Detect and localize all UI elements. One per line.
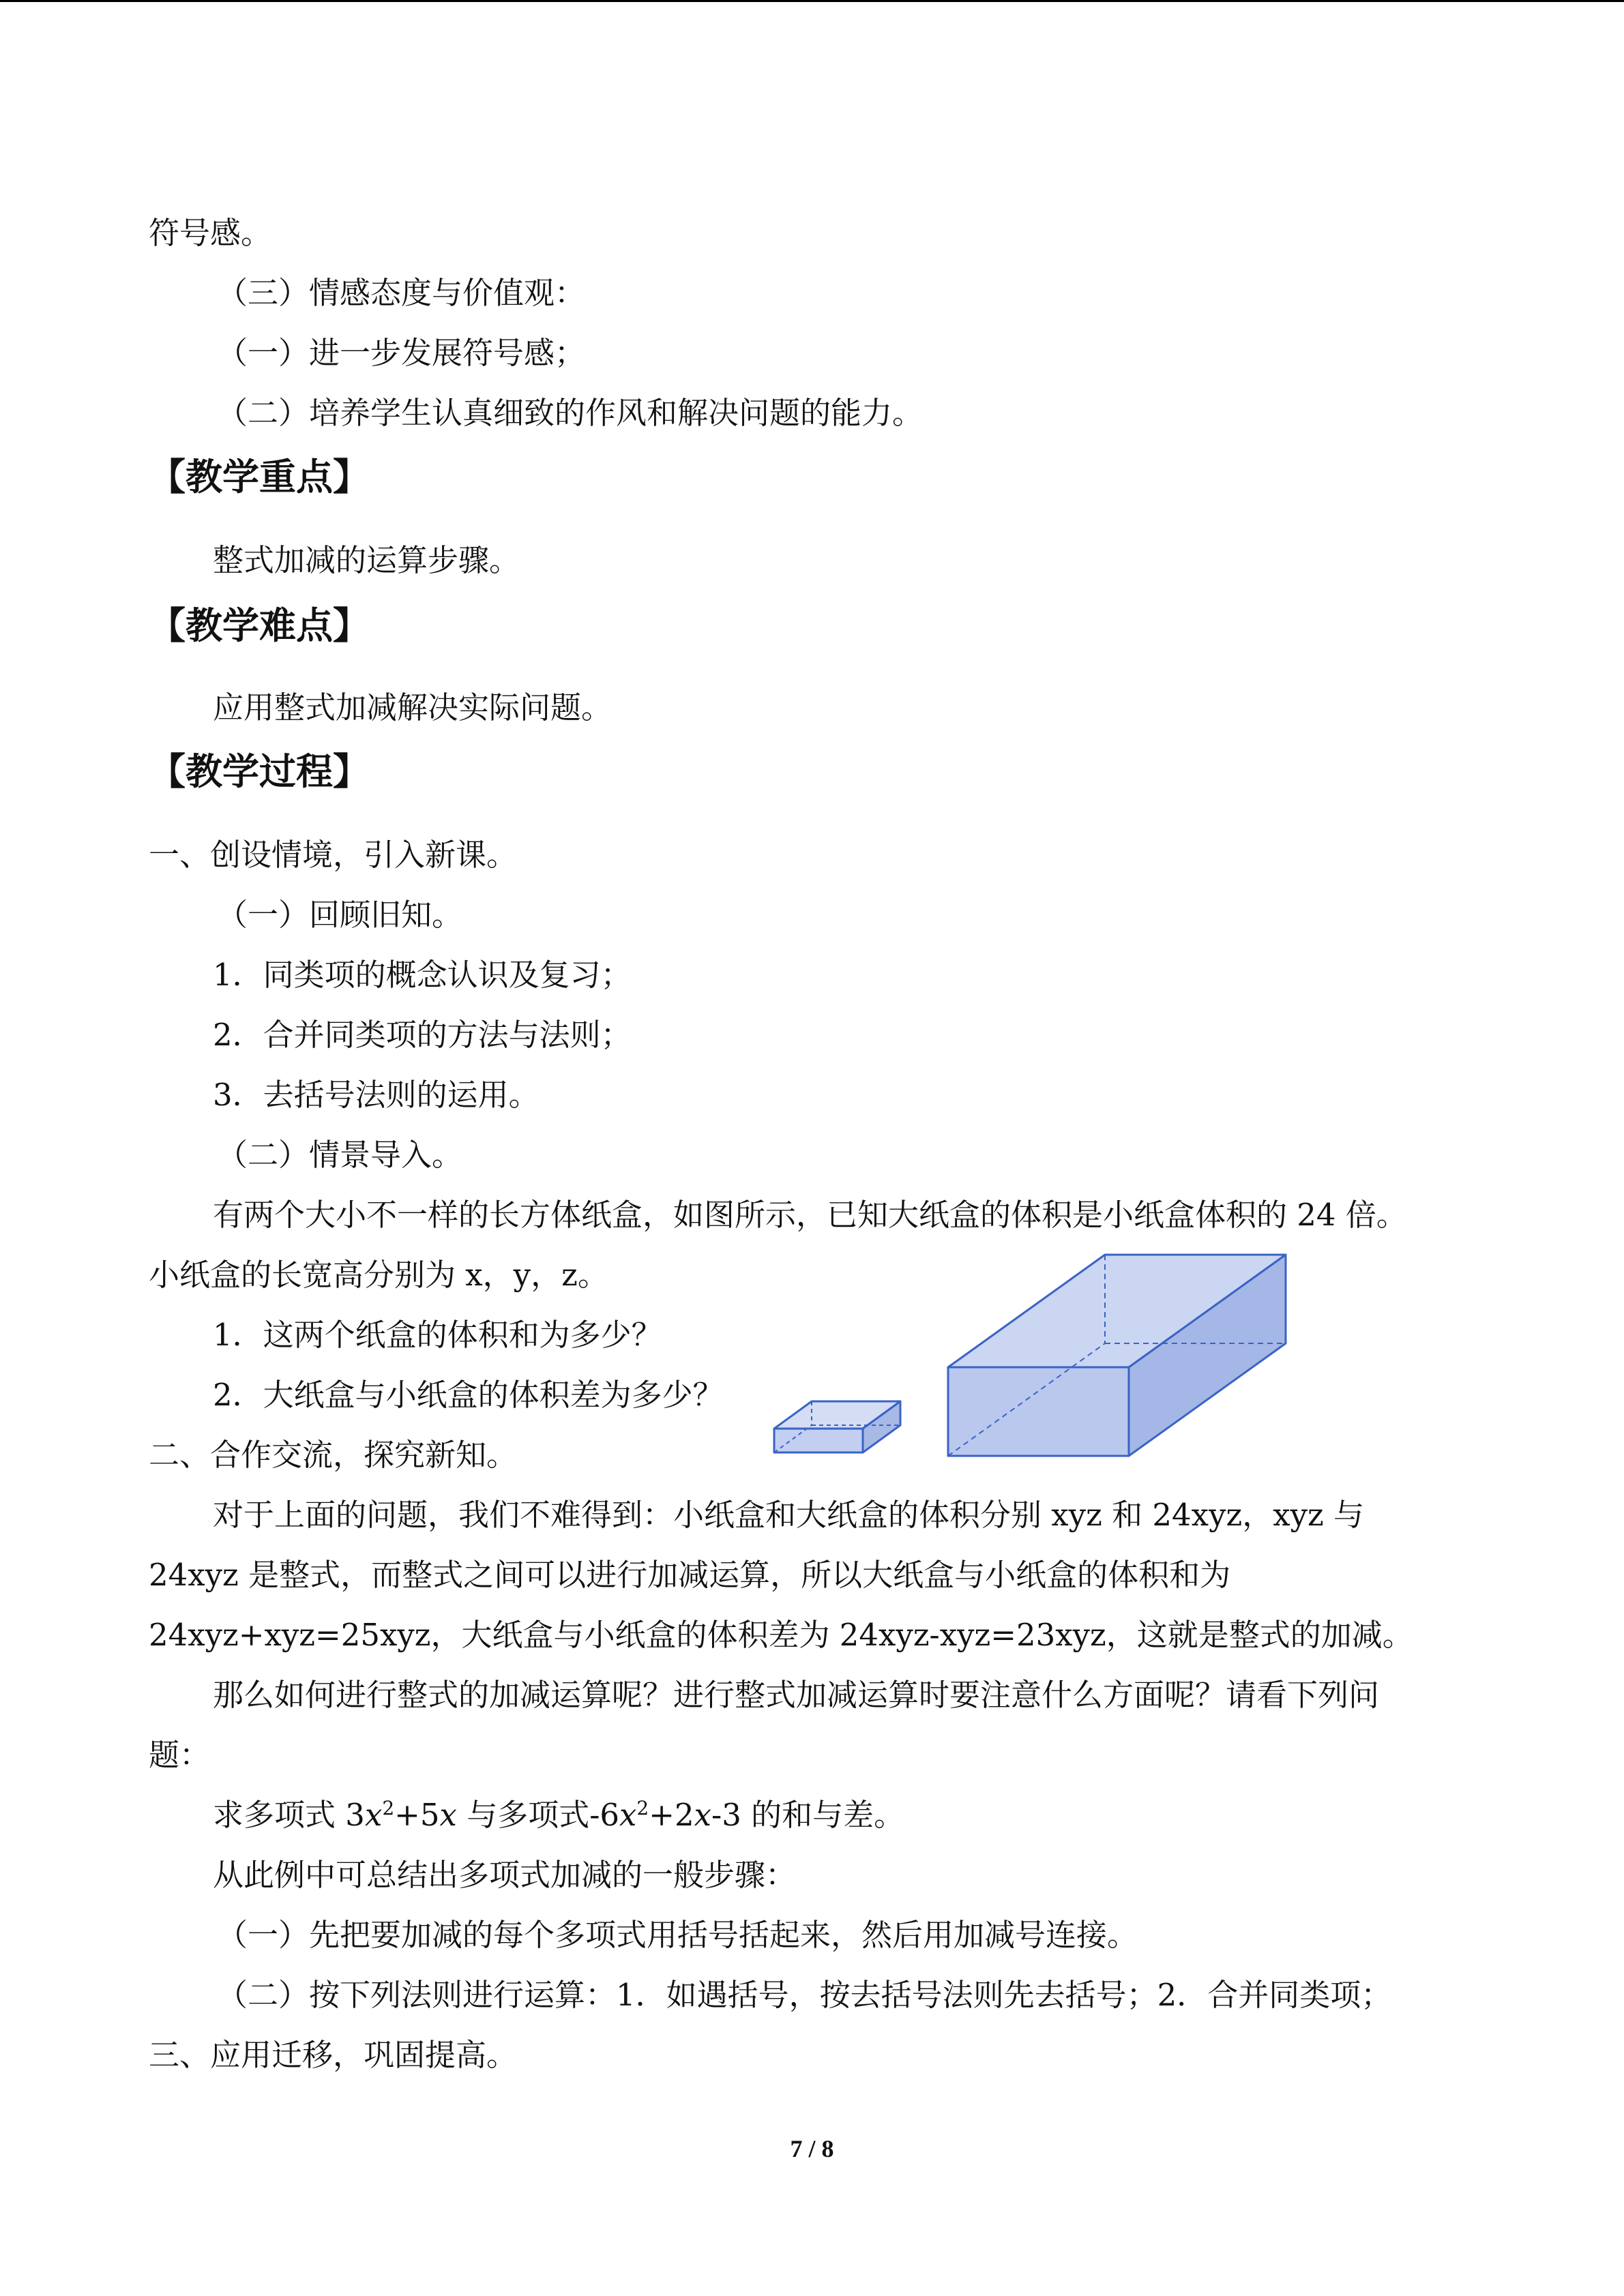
text-line: （二）按下列法则进行运算：1．如遇括号，按去括号法则先去括号；2．合并同类项；: [217, 1977, 1392, 2013]
large-box: [948, 1255, 1286, 1456]
text-line: 三、应用迁移，巩固提高。: [149, 2037, 518, 2073]
text-line: 对于上面的问题，我们不难得到：小纸盒和大纸盒的体积分别 xyz 和 24xyz，xyz 与: [213, 1497, 1365, 1533]
text-line: 2．大纸盒与小纸盒的体积差为多少？: [213, 1377, 724, 1413]
text-line: 题：: [149, 1737, 211, 1773]
text-line: （一）先把要加减的每个多项式用括号括起来，然后用加减号连接。: [217, 1917, 1138, 1953]
section-heading: 【教学过程】: [149, 750, 370, 793]
text-line: 3．去括号法则的运用。: [213, 1077, 540, 1113]
text-line: 24xyz+xyz=25xyz，大纸盒与小纸盒的体积差为 24xyz-xyz=23xyz，这就是整式的加减。: [149, 1617, 1413, 1653]
text-line: 1．同类项的概念认识及复习；: [213, 957, 632, 993]
text-line: 二、合作交流，探究新知。: [149, 1437, 518, 1473]
page-number: 7 / 8: [790, 2135, 834, 2162]
section-heading: 【教学难点】: [149, 604, 370, 647]
text-line: 24xyz 是整式，而整式之间可以进行加减运算，所以大纸盒与小纸盒的体积和为: [149, 1557, 1231, 1593]
text-line: 整式加减的运算步骤。: [213, 542, 520, 578]
text-line: （三）情感态度与价值观：: [217, 275, 586, 311]
text-line: 应用整式加减解决实际问题。: [213, 689, 612, 726]
text-line: 小纸盒的长宽高分别为 x，y，z。: [149, 1257, 608, 1293]
box-figure: [767, 1248, 1299, 1463]
text-line: （二）情景导入。: [217, 1137, 463, 1173]
text-line: 有两个大小不一样的长方体纸盒，如图所示，已知大纸盒的体积是小纸盒体积的 24 倍。: [213, 1197, 1407, 1233]
section-heading: 【教学重点】: [149, 456, 370, 498]
top-border: [0, 0, 1624, 2]
text-line: （一）进一步发展符号感；: [217, 335, 586, 371]
text-line: 那么如何进行整式的加减运算呢？进行整式加减运算时要注意什么方面呢？请看下列问: [213, 1677, 1380, 1713]
formula-line: 求多项式 $3x^2+5x$ 与多项式$-6x^2+2x-3$ 的和与差。: [213, 1797, 905, 1833]
text-line: 一、创设情境，引入新课。: [149, 837, 518, 873]
text-line: （二）培养学生认真细致的作风和解决问题的能力。: [217, 395, 924, 431]
text-line: （一）回顾旧知。: [217, 897, 463, 933]
small-box: [774, 1401, 900, 1452]
text-line: 2．合并同类项的方法与法则；: [213, 1017, 632, 1053]
text-line: 从此例中可总结出多项式加减的一般步骤：: [213, 1857, 797, 1893]
text-line: 1．这两个纸盒的体积和为多少？: [213, 1317, 662, 1353]
text-line: 符号感。: [149, 215, 272, 251]
